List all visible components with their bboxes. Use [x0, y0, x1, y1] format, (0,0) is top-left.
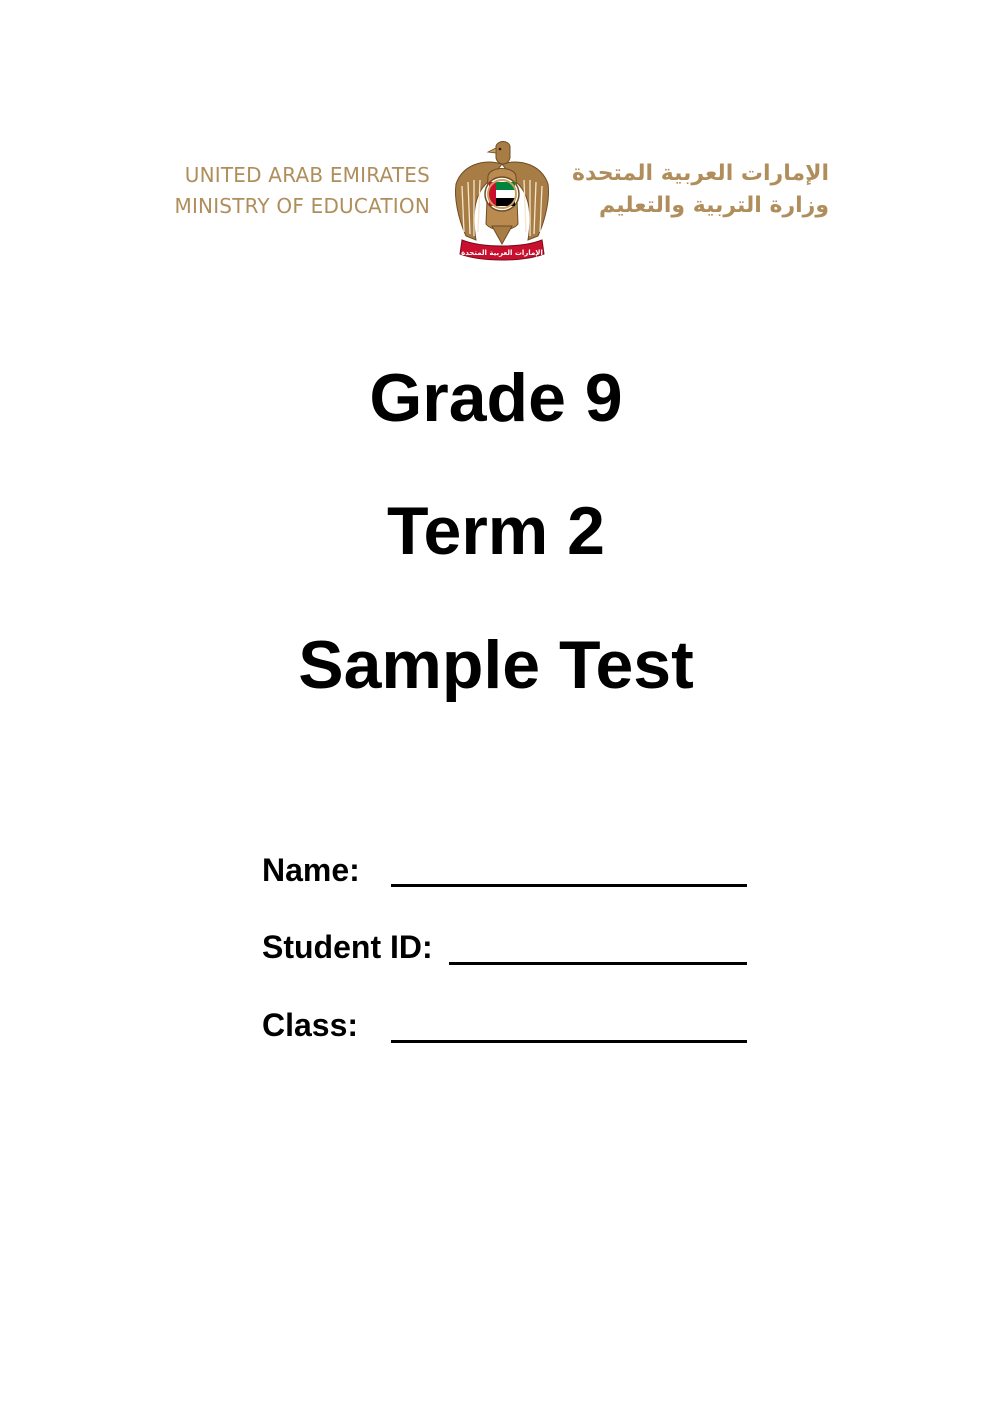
- test-title: Sample Test: [298, 627, 694, 703]
- ministry-name-arabic: [572, 158, 829, 222]
- grade-title: Grade 9: [369, 360, 623, 436]
- ministry-name-english: [174, 160, 430, 222]
- ministry-name: MINISTRY OF EDUCATION: [174, 194, 430, 218]
- term-title: Term 2: [387, 493, 605, 569]
- ministry-header: [0, 136, 992, 266]
- name-label: Name:: [262, 852, 360, 888]
- student-id-label: Student ID:: [262, 929, 433, 965]
- country-name-arabic: الإمارات العربية المتحدة: [572, 161, 830, 186]
- country-name: UNITED ARAB EMIRATES: [184, 163, 430, 187]
- name-field[interactable]: [391, 884, 747, 887]
- student-id-field[interactable]: [449, 962, 747, 965]
- class-label: Class:: [262, 1007, 359, 1043]
- ministry-name-arabic-line: وزارة التربية والتعليم: [599, 193, 830, 218]
- class-field[interactable]: [391, 1040, 747, 1043]
- emblem-scroll-text: الإمارات العربية المتحدة: [461, 249, 543, 257]
- uae-emblem-icon: [452, 136, 552, 266]
